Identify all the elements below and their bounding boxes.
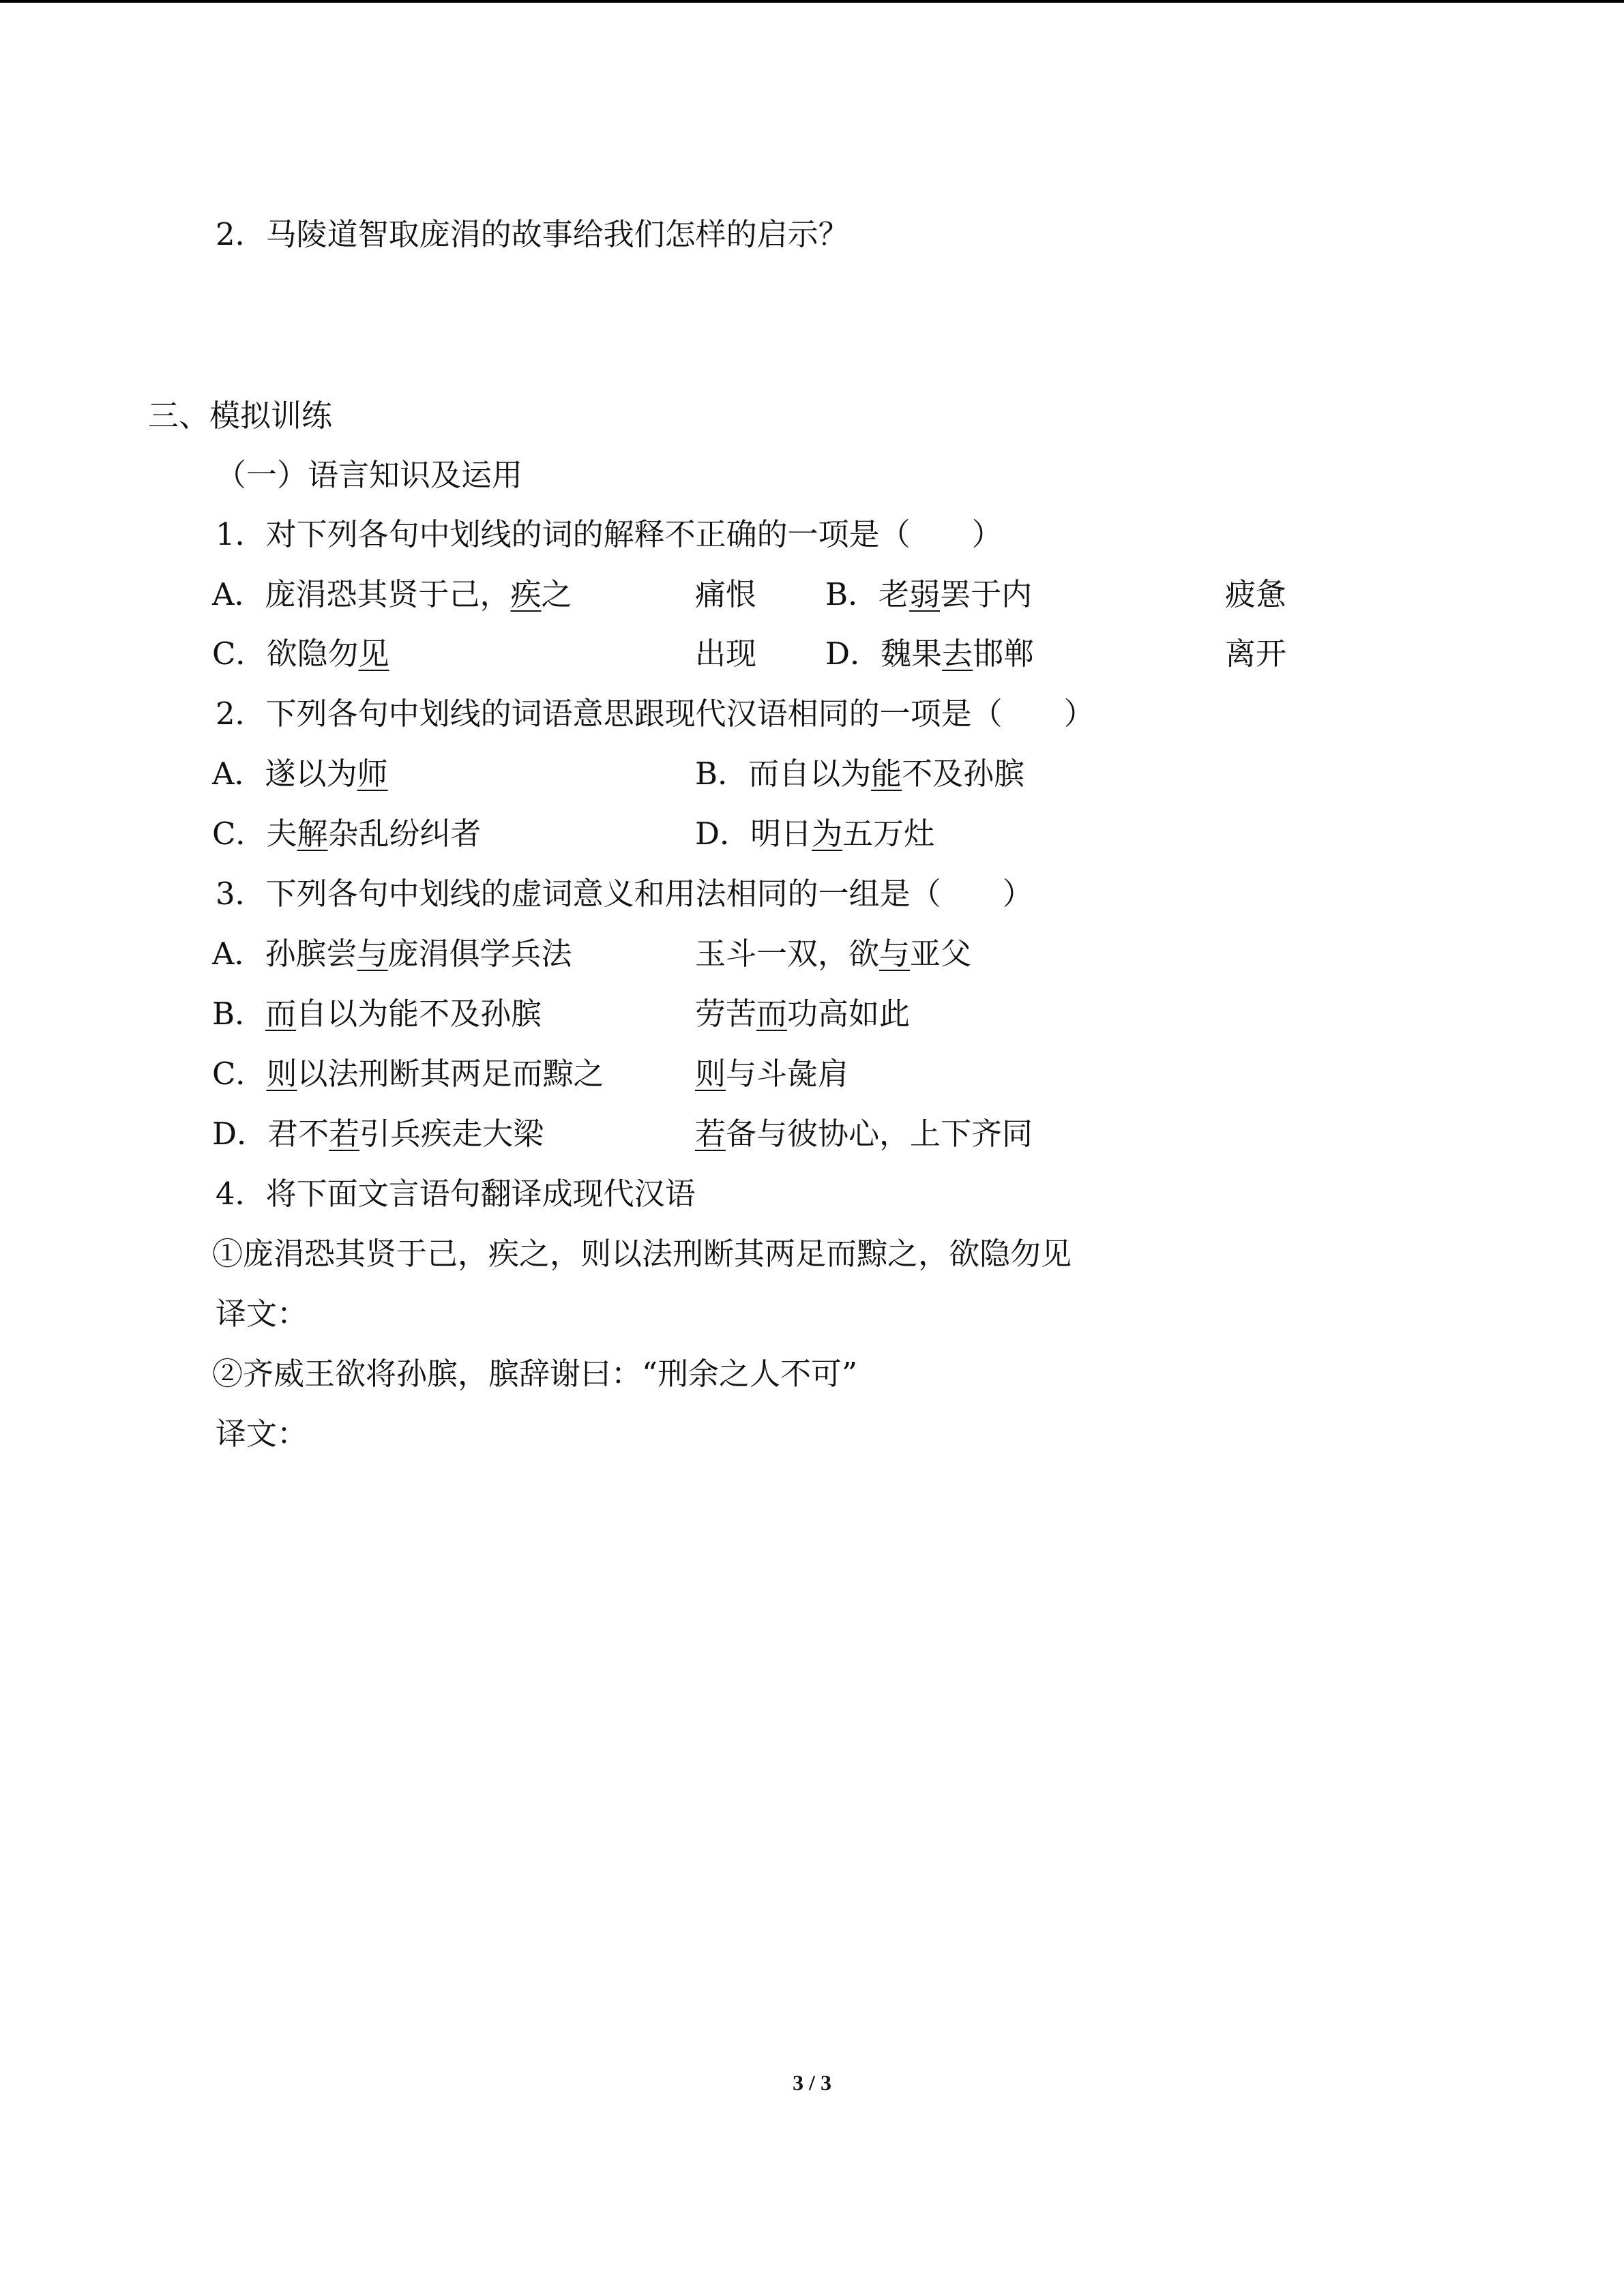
option-text-post: 与斗彘肩	[726, 1056, 849, 1092]
page-number: 3 / 3	[793, 2070, 831, 2095]
option-text-pre: 欲隐勿	[266, 636, 359, 672]
q3-option-b-left	[212, 995, 542, 1033]
underlined-word: 去	[942, 636, 973, 672]
option-text-post: 罢于内	[940, 576, 1033, 612]
q1-option-b-meaning: 疲惫	[1225, 576, 1287, 612]
underlined-word: 则	[695, 1056, 726, 1092]
option-text-post: 亚父	[910, 936, 972, 972]
underlined-word: 与	[879, 936, 911, 972]
underlined-word: 弱	[909, 576, 941, 612]
q2-option-c	[212, 815, 481, 853]
option-text-post: 以法刑断其两足而黥之	[297, 1056, 604, 1092]
option-text-post: 之	[541, 576, 572, 612]
option-text-pre: 而自以为	[748, 756, 872, 792]
option-text-post: 备与彼协心，上下齐同	[726, 1116, 1033, 1152]
subsection-title: （一）语言知识及运用	[216, 457, 523, 493]
q3-option-c-right	[695, 1055, 848, 1093]
underlined-word: 若	[329, 1116, 360, 1152]
q4-translation-1-label: 译文：	[216, 1296, 308, 1332]
option-text-post: 自以为能不及孙膑	[296, 996, 542, 1032]
option-label: D．	[212, 1116, 268, 1152]
underlined-word: 若	[695, 1116, 726, 1152]
q2-option-d	[695, 815, 934, 853]
option-text-pre: 庞涓恐其贤于己，	[265, 576, 511, 612]
q2-option-a	[212, 755, 388, 793]
option-label: B．	[212, 996, 266, 1032]
option-text-post: 五万灶	[842, 816, 935, 852]
option-text-pre: 玉斗一双，欲	[695, 936, 880, 972]
option-text-pre: 夫	[266, 816, 297, 852]
option-text-post: 不及孙膑	[902, 756, 1025, 792]
underlined-word: 疾	[510, 576, 542, 612]
option-label: C．	[212, 1056, 267, 1092]
q1-option-c-meaning: 出现	[695, 636, 757, 672]
underlined-word: 与	[357, 936, 388, 972]
option-label: A．	[212, 936, 265, 972]
underlined-word: 则	[266, 1056, 297, 1092]
option-text-pre: 遂以为	[265, 756, 357, 792]
underlined-word: 为	[812, 816, 843, 852]
option-text-pre: 魏果	[881, 636, 943, 672]
q1-stem: 1．对下列各句中划线的词的解释不正确的一项是（ ）	[216, 516, 1003, 552]
option-text-post: 邯郸	[973, 636, 1035, 672]
option-label: C．	[212, 816, 267, 852]
q1-option-d	[825, 635, 1034, 673]
page-top-border	[0, 0, 1624, 3]
option-label: C．	[212, 636, 267, 672]
q4-stem: 4．将下面文言语句翻译成现代汉语	[216, 1176, 696, 1212]
option-text-pre: 君不	[267, 1116, 329, 1152]
q4-translation-2-label: 译文：	[216, 1416, 308, 1452]
q2-stem: 2．下列各句中划线的词语意思跟现代汉语相同的一项是（ ）	[216, 696, 1095, 732]
q1-option-a	[212, 576, 572, 614]
option-label: B．	[825, 576, 879, 612]
section-title: 三、模拟训练	[148, 398, 333, 434]
option-text-pre: 明日	[750, 816, 812, 852]
q4-sentence-1: ①庞涓恐其贤于己，疾之，则以法刑断其两足而黥之，欲隐勿见	[212, 1236, 1072, 1272]
q3-option-b-right	[695, 995, 910, 1033]
q1-option-a-meaning: 痛恨	[695, 576, 757, 612]
option-text-post: 杂乱纷纠者	[327, 816, 482, 852]
q4-sentence-2: ②齐威王欲将孙膑，膑辞谢曰：“刑余之人不可”	[212, 1356, 858, 1392]
q1-option-d-meaning: 离开	[1225, 636, 1287, 672]
option-text-post: 功高如此	[787, 996, 911, 1032]
q1-option-b	[825, 576, 1032, 614]
underlined-word: 见	[358, 636, 389, 672]
q3-option-d-right	[695, 1115, 1033, 1153]
underlined-word: 而	[265, 996, 297, 1032]
option-label: B．	[695, 756, 749, 792]
option-text-pre: 老	[879, 576, 910, 612]
option-label: A．	[212, 756, 265, 792]
underlined-word: 师	[357, 756, 388, 792]
q3-option-c-left	[212, 1055, 604, 1093]
option-text-pre: 劳苦	[695, 996, 757, 1032]
q2-option-b	[695, 755, 1024, 793]
q3-option-a-right	[695, 935, 971, 973]
underlined-word: 解	[297, 816, 328, 852]
q3-option-a-left	[212, 935, 572, 973]
option-text-post: 引兵疾走大梁	[359, 1116, 544, 1152]
q1-option-c	[212, 635, 389, 673]
question-2-text: 2．马陵道智取庞涓的故事给我们怎样的启示？	[216, 216, 849, 252]
q3-option-d-left	[212, 1115, 544, 1153]
underlined-word: 能	[871, 756, 902, 792]
q3-stem: 3．下列各句中划线的虚词意义和用法相同的一组是（ ）	[216, 876, 1033, 912]
option-text-pre: 孙膑尝	[265, 936, 357, 972]
option-label: D．	[695, 816, 751, 852]
option-label: D．	[825, 636, 881, 672]
option-text-post: 庞涓俱学兵法	[387, 936, 572, 972]
underlined-word: 而	[756, 996, 788, 1032]
option-label: A．	[212, 576, 265, 612]
